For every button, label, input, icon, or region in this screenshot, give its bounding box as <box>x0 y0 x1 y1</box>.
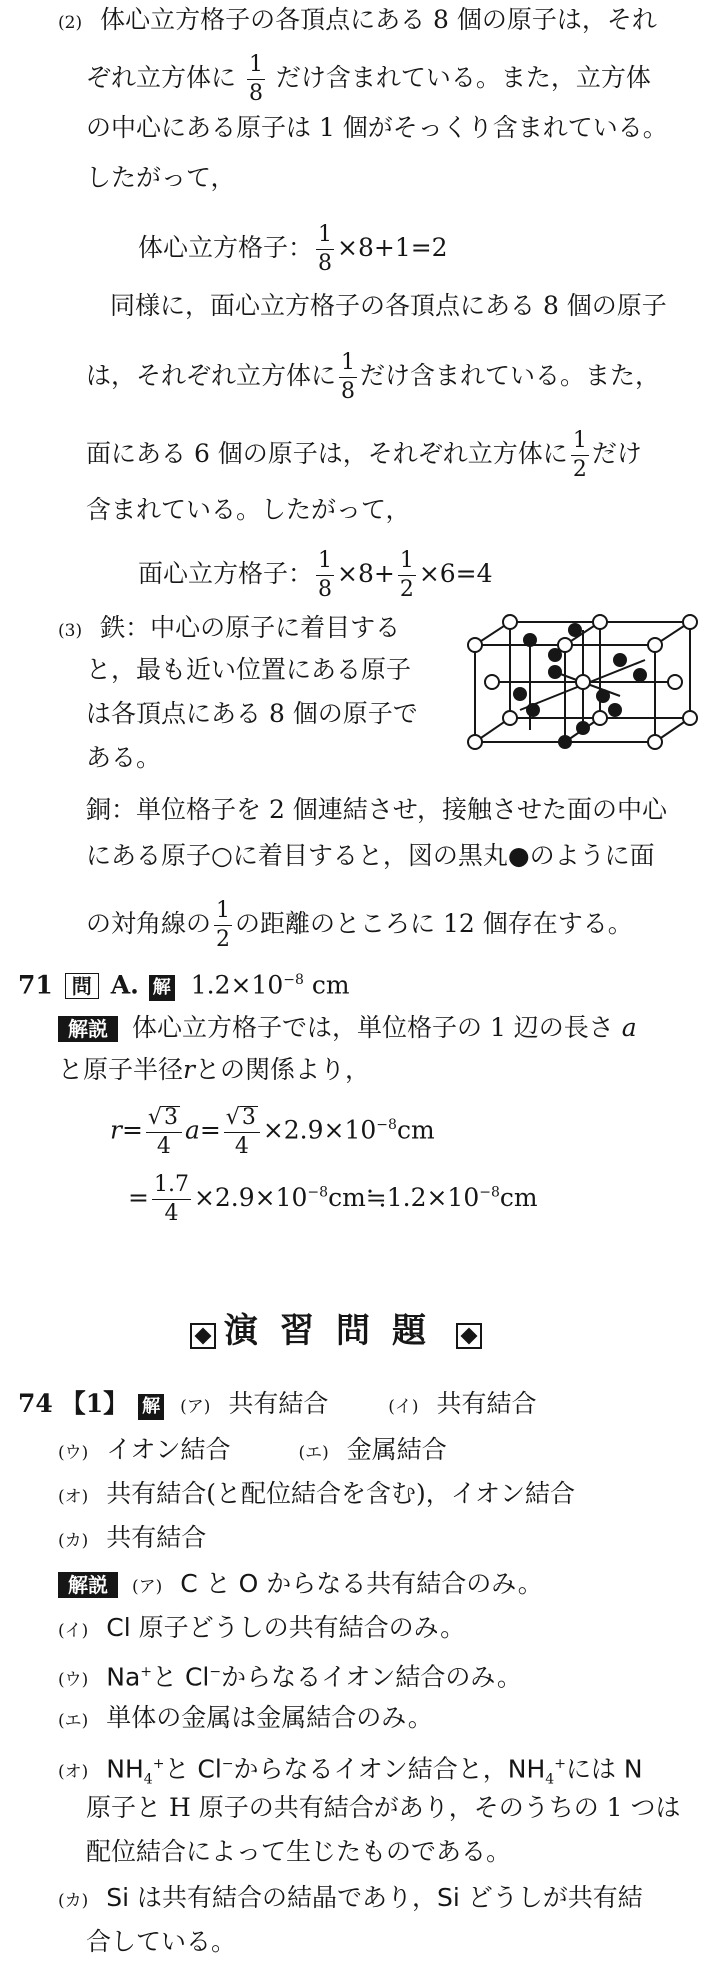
problem-number: 71 <box>18 970 53 1000</box>
p74-explanation-a: 解説 (ア) C と O からなる共有結合のみ。 <box>58 1566 543 1605</box>
s2-line-9: 含まれている。したがって， <box>86 495 411 524</box>
s3-line-4: ある。 <box>86 743 162 772</box>
p74-explanation-o-2: 原子と H 原子の共有結合があり，そのうちの 1 つは <box>86 1793 681 1822</box>
p74-explanation-i: (イ) Cl 原子どうしの共有結合のみ。 <box>58 1613 466 1642</box>
problem-71-answer: 71 問 A. 解 $1.2\times 10^{-8}$ cm <box>18 970 350 1000</box>
problem-74-answer-4: (カ) 共有結合 <box>58 1523 207 1552</box>
section-heading <box>190 1308 482 1357</box>
s2-line-6: 同様に，面心立方格子の各頂点にある 8 個の原子 <box>110 291 667 320</box>
p74-explanation-e: (エ) 単体の金属は金属結合のみ。 <box>58 1703 433 1732</box>
p74-explanation-ka-2: 合している。 <box>86 1927 237 1956</box>
s3-line-7: の対角線の $\frac{1}{2}$ の距離のところに 12 個存在する。 <box>86 898 633 952</box>
kaisetsu-badge: 解説 <box>58 1016 118 1042</box>
problem-74-answer-1: 74 【1】 解 (ア) 共有結合 (イ) 共有結合 <box>18 1389 537 1418</box>
p74-explanation-u: (ウ) Na+と Cl−からなるイオン結合のみ。 <box>58 1662 522 1692</box>
s2-line-1: (2) 体心立方格子の各頂点にある 8 個の原子は，それ <box>58 5 657 34</box>
problem-74-answer-3: (オ) 共有結合(と配位結合を含む)，イオン結合 <box>58 1479 576 1508</box>
s2-line-2: ぞれ立方体に $\frac{1}{8}$ だけ含まれている。また，立方体 <box>86 52 651 106</box>
s3-line-2: と，最も近い位置にある原子 <box>86 655 412 684</box>
item-number-3: (3) <box>58 621 83 641</box>
kai-badge: 解 <box>138 1394 164 1420</box>
lattice-diagram <box>455 600 715 770</box>
s3-line-6: にある原子○に着目すると，図の黒丸●のように面 <box>86 841 655 870</box>
s2-line-7: は，それぞれ立方体に $\frac{1}{8}$ だけ含まれている。また， <box>86 350 661 404</box>
p74-explanation-ka: (カ) Si は共有結合の結晶であり，Si どうしが共有結 <box>58 1883 643 1912</box>
s3-line-3: は各頂点にある 8 個の原子で <box>86 699 418 728</box>
kaisetsu-badge: 解説 <box>58 1572 118 1598</box>
heading-title: 演習問題 <box>223 1311 448 1351</box>
s2-line-8: 面にある 6 個の原子は，それぞれ立方体に $\frac{1}{2}$ だけ <box>86 428 642 482</box>
p71-equation-1: r= $\frac{√3}{4}$ a= $\frac{√3}{4}$ $\times 2.9\times 10^{-8}cm$ <box>110 1105 435 1159</box>
diamond-icon <box>190 1323 216 1349</box>
problem-74-answer-2: (ウ) イオン結合 (エ) 金属結合 <box>58 1435 447 1464</box>
bcc-equation: 体心立方格子： $\frac{1}{8}$ ×8+1=2 <box>138 222 448 276</box>
p71-equation-2: = $\frac{1.7}{4}$ $\times 2.9\times 10^{-8}cm≒1.2\times 10^{-8}cm$ <box>128 1172 538 1226</box>
p71-explanation-1: 解説 体心立方格子では，単位格子の 1 辺の長さ a <box>58 1010 637 1046</box>
fcc-equation: 面心立方格子： $\frac{1}{8}$ ×8+ $\frac{1}{2}$ ×6=4 <box>138 548 493 602</box>
problem-number: 74 <box>18 1389 53 1418</box>
s3-line-5: 銅：単位格子を 2 個連結させ，接触させた面の中心 <box>86 795 668 824</box>
p71-explanation-2: と原子半径rとの関係より， <box>58 1055 370 1084</box>
diamond-icon <box>456 1323 482 1349</box>
mon-label: 問 <box>65 973 99 999</box>
kai-badge: 解 <box>149 975 175 1001</box>
s2-line-3: の中心にある原子は 1 個がそっくり含まれている。 <box>86 113 668 142</box>
s2-line-4: したがって， <box>86 163 236 192</box>
s3-line-1: (3) 鉄：中心の原子に着目する <box>58 613 401 642</box>
fraction-one-eighth: $\frac{1}{8}$ <box>248 52 263 106</box>
p74-explanation-o-3: 配位結合によって生じたものである。 <box>86 1837 512 1866</box>
item-number-2: (2) <box>58 13 83 33</box>
p74-explanation-o: (オ) $NH_4^+$と Cl−からなるイオン結合と，$NH_4^+$には N <box>58 1754 643 1788</box>
